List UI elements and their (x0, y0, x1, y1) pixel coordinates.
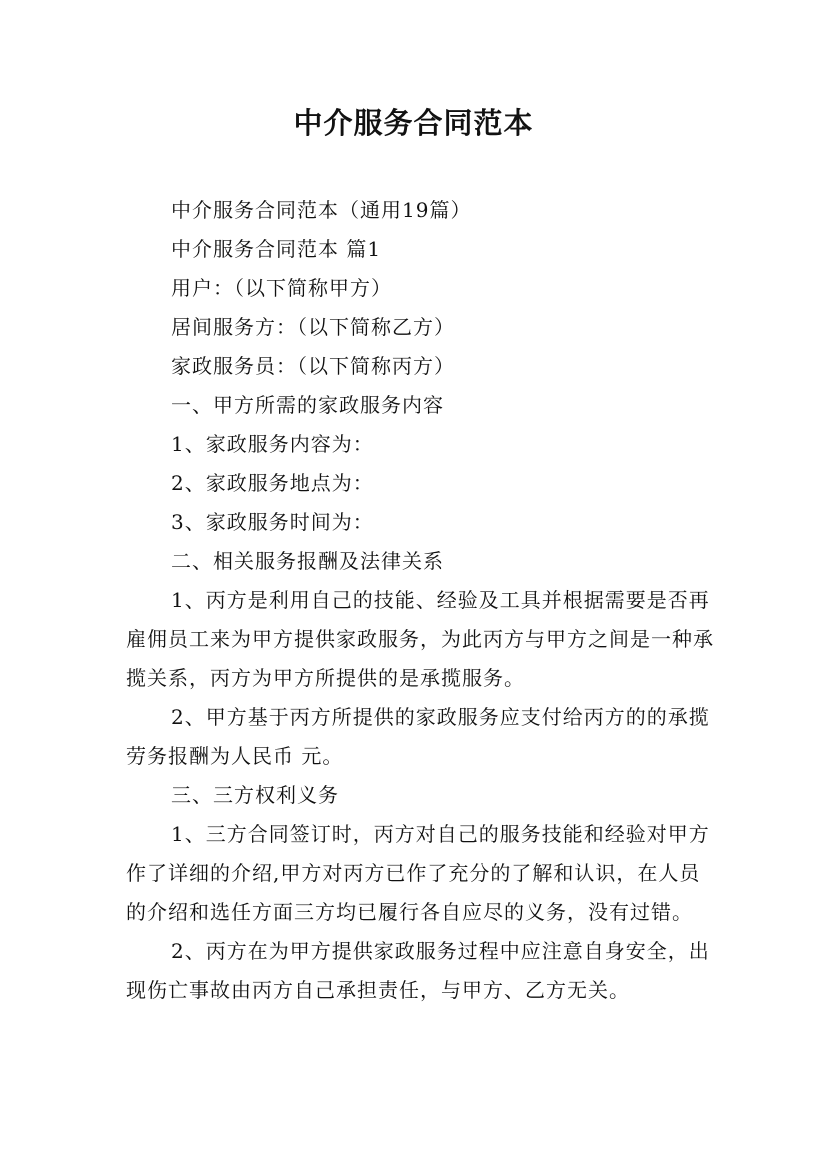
service-location-line: 2、家政服务地点为： (171, 471, 374, 495)
party-c-line: 家政服务员：（以下简称丙方） (171, 354, 455, 378)
heading-3: 三、三方权利义务 (171, 783, 339, 807)
paragraph-obligations: 1、三方合同签订时，丙方对自己的服务技能和经验对甲方作了详细的介绍,甲方对丙方已作了充分的了解和认识，在人员的介绍和选任方面三方均已履行各自应尽的义务，没有过错。 (126, 822, 710, 924)
paragraph-payment: 2、甲方基于丙方所提供的家政服务应支付给丙方的的承揽劳务报酬为人民币 元。 (126, 705, 710, 768)
service-time-line: 3、家政服务时间为： (171, 510, 374, 534)
document-body (126, 191, 716, 1010)
section-label: 中介服务合同范本 篇1 (171, 237, 382, 261)
subtitle-line: 中介服务合同范本（通用19篇） (171, 198, 472, 222)
paragraph-safety: 2、丙方在为甲方提供家政服务过程中应注意自身安全，出现伤亡事故由丙方自己承担责任，与甲方、乙方无关。 (126, 939, 710, 1002)
heading-1: 一、甲方所需的家政服务内容 (171, 393, 444, 417)
party-a-line: 用户：（以下简称甲方） (171, 276, 392, 300)
heading-2: 二、相关服务报酬及法律关系 (171, 549, 444, 573)
service-content-line: 1、家政服务内容为： (171, 432, 374, 456)
document-title: 中介服务合同范本 (293, 106, 534, 140)
party-b-line: 居间服务方：（以下简称乙方） (171, 315, 455, 339)
paragraph-relationship: 1、丙方是利用自己的技能、经验及工具并根据需要是否再雇佣员工来为甲方提供家政服务，为此丙方与甲方之间是一种承揽关系，丙方为甲方所提供的是承揽服务。 (126, 588, 714, 690)
